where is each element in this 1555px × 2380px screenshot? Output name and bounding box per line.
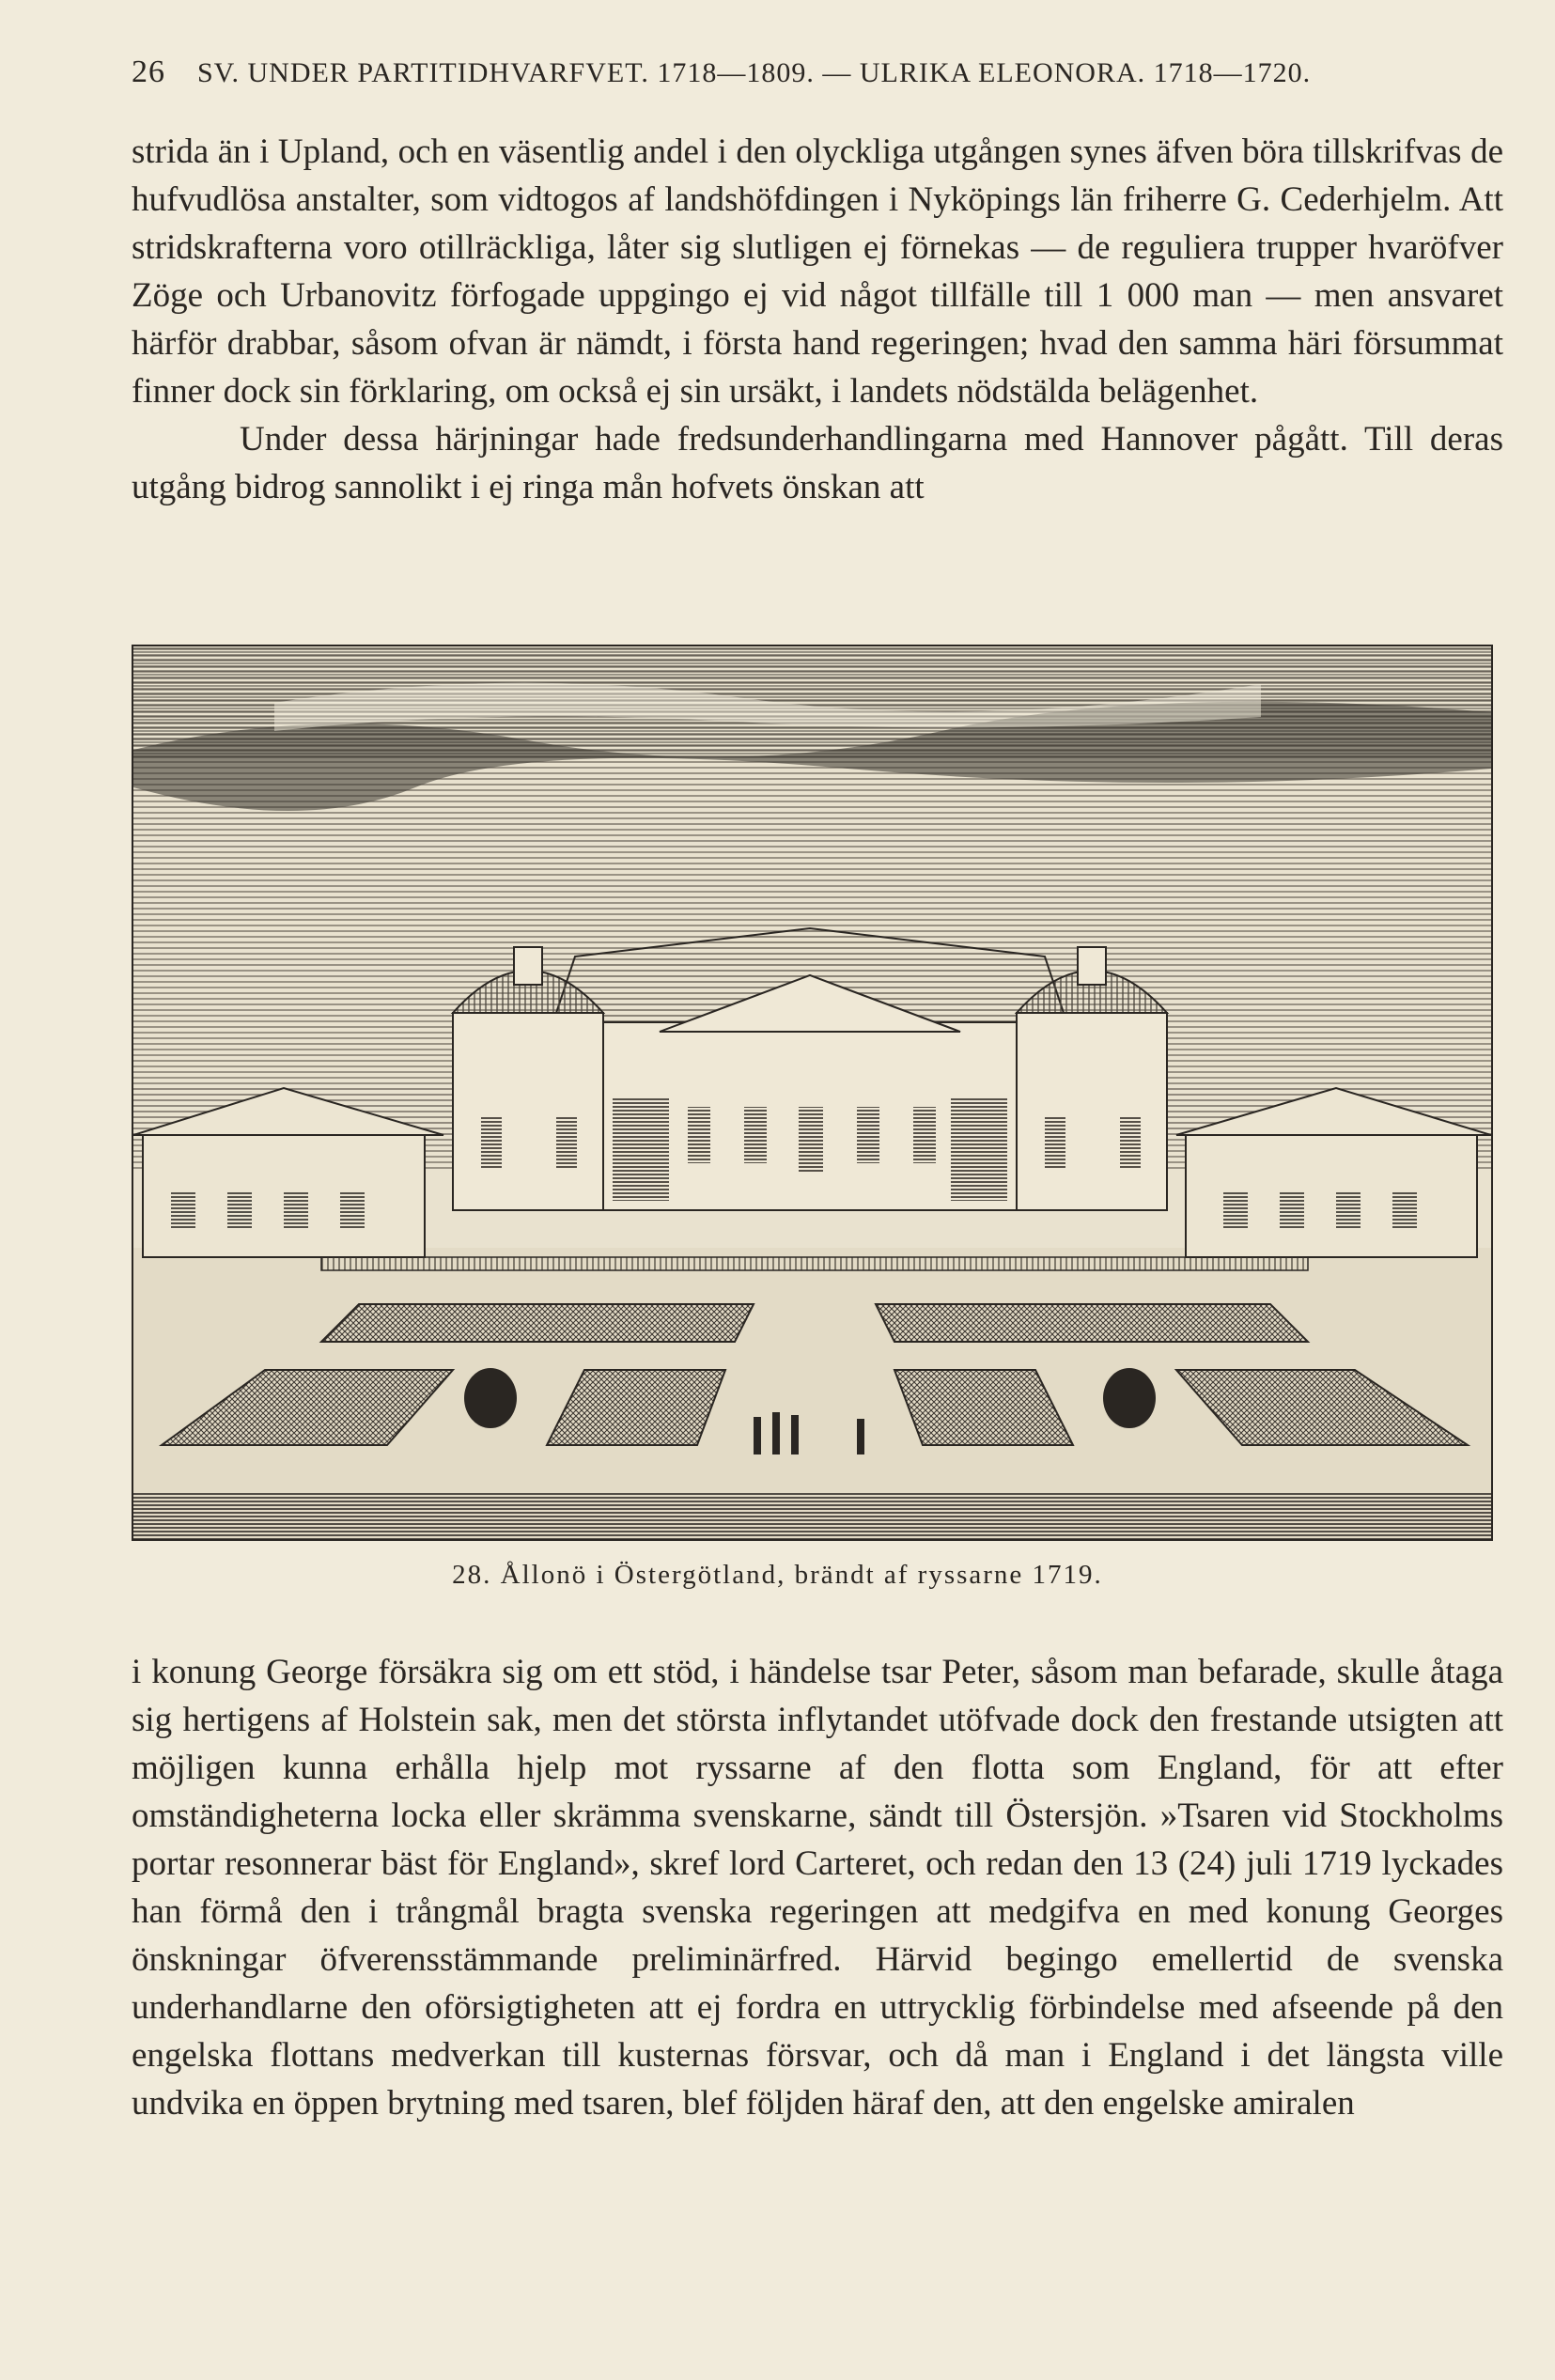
body-text-top	[132, 128, 1503, 511]
palace-engraving	[133, 646, 1491, 1539]
paragraph: i konung George försäkra sig om ett stöd, i händelse tsar Peter, såsom man befarade, skulle åtaga sig hertigens af Holstein sak, men det största inflytandet utöfvade dock den frestande utsigten att möjligen kunna erhålla hjelp mot ryssarne af den flotta som England, för att efter omständigheterna locka eller skrämma svenskarne, sändt till Östersjön. »Tsaren vid Stockholms portar resonnerar bäst för England», skref lord Carteret, och redan den 13 (24) juli 1719 lyckades han förmå den i trångmål bragta svenska regeringen att medgifva en med konung Georges önskningar öfverensstämmande preliminärfred. Härvid begingo emellertid de svenska underhandlarne den oförsigtigheten att ej fordra en uttrycklig förbindelse med afseende på den engelska flottans medverkan till kusternas försvar, och då man i England i det längsta ville undvika en öppen brytning med tsaren, blef följden häraf den, att den engelske amiralen	[132, 1653, 1503, 2123]
figure-caption: 28. Ållonö i Östergötland, brändt af ryssarne 1719.	[452, 1560, 1103, 1590]
page-number: 26	[132, 54, 165, 89]
paragraph: strida än i Upland, och en väsentlig andel i den olyckliga utgången synes äfven böra tillskrifvas de hufvudlösa anstalter, som vidtogos af landshöfdingen i Nyköpings län friherre G. Cederhjelm. Att stridskrafterna voro otillräckliga, låter sig slutligen ej förnekas — de reguliera trupper hvaröfver Zöge och Urbanovitz förfogade uppgingo ej vid något tillfälle till 1 000 man — men ansvaret härför drabbar, såsom ofvan är nämdt, i första hand regeringen; hvad den samma häri försummat finner dock sin förklaring, om också ej sin ursäkt, i landets nödstälda belägenhet.	[132, 132, 1503, 411]
running-header	[132, 54, 1503, 90]
body-text-bottom	[132, 1648, 1503, 2127]
engraving-illustration	[132, 645, 1493, 1541]
paragraph: Under dessa härjningar hade fredsunderhandlingarna med Hannover pågått. Till deras utgång bidrog sannolikt i ej ringa mån hofvets önskan att	[132, 420, 1503, 506]
running-title: SV. UNDER PARTITIDHVARFVET. 1718—1809. — ULRIKA ELEONORA. 1718—1720.	[197, 57, 1312, 88]
